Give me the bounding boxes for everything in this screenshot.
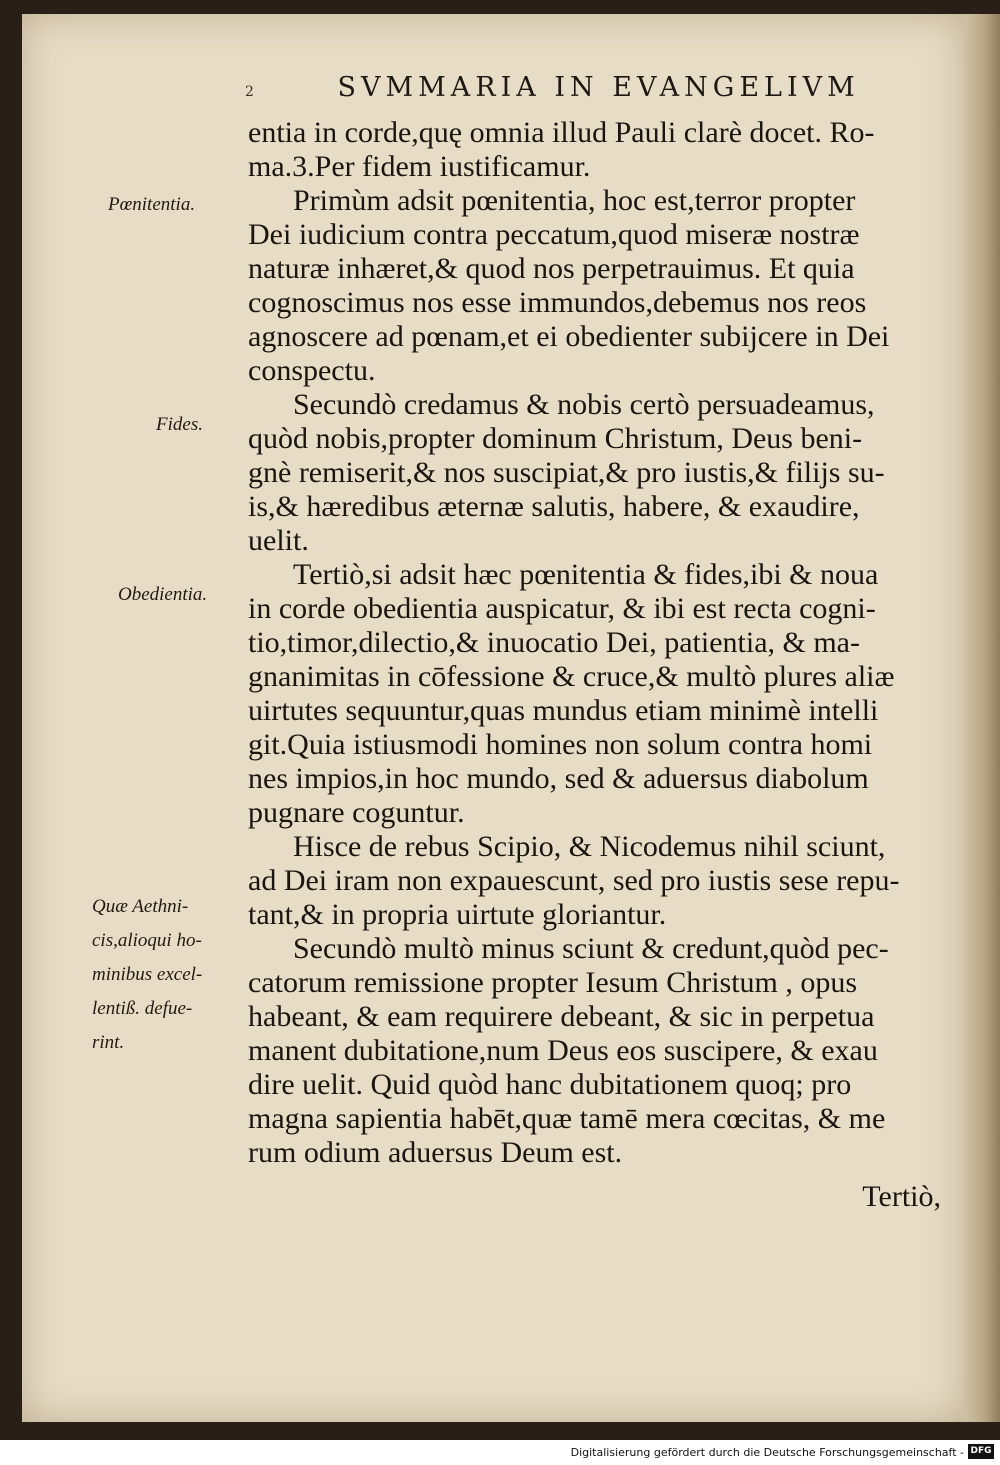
text-line: ad Dei iram non expauescunt, sed pro iustis sese repu- [248, 864, 900, 897]
margin-note-line: rint. [92, 1032, 125, 1053]
text-line: quòd nobis,propter dominum Christum, Deus beni- [248, 422, 863, 455]
margin-note-line: cis,alioqui ho- [92, 930, 202, 951]
text-line: naturæ inhæret,& quod nos perpetrauimus. Et quia [248, 252, 855, 285]
text-line: Secundò multò minus sciunt & credunt,quòd pec- [293, 932, 889, 965]
text-line: tant,& in propria uirtute gloriantur. [248, 898, 667, 931]
text-line: Primùm adsit pœnitentia, hoc est,terror propter [293, 184, 856, 217]
margin-note-obedientia: Obedientia. [118, 584, 208, 605]
running-title: SVMMARIA IN EVANGELIVM [337, 72, 860, 103]
margin-note-line: lentiß. defue- [92, 998, 193, 1019]
text-line: entia in corde,quę omnia illud Pauli clarè docet. Ro- [248, 116, 875, 149]
text-line: is,& hæredibus æternæ salutis, habere, & exaudire, [248, 490, 860, 523]
catchword: Tertiò, [862, 1180, 941, 1213]
text-line: pugnare coguntur. [248, 796, 465, 829]
page-gutter-edge [964, 14, 1000, 1422]
text-line: gnè remiserit,& nos suscipiat,& pro iustis,& filijs su- [248, 456, 885, 489]
margin-note-line: minibus excel- [92, 964, 203, 985]
text-line: Secundò credamus & nobis certò persuadeamus, [293, 388, 875, 421]
text-line: agnoscere ad pœnam,et ei obedienter subijcere in Dei [248, 320, 890, 353]
text-line: catorum remissione propter Iesum Christum , opus [248, 966, 858, 999]
margin-note-line: Quæ Aethni- [92, 896, 189, 917]
text-line: cognoscimus nos esse immundos,debemus nos reos [248, 286, 867, 319]
text-line: tio,timor,dilectio,& inuocatio Dei, patientia, & ma- [248, 626, 860, 659]
body-text [248, 116, 953, 1214]
margin-note-poenitentia: Pœnitentia. [108, 194, 196, 215]
page-marker: 2 [245, 84, 254, 100]
text-line: manent dubitatione,num Deus eos suscipere, & exau [248, 1034, 878, 1067]
digitization-credit: Digitalisierung gefördert durch die Deutsche Forschungsgemeinschaft - [570, 1446, 964, 1459]
text-line: dire uelit. Quid quòd hanc dubitationem quoq; pro [248, 1068, 852, 1101]
margin-note-fides: Fides. [156, 414, 203, 435]
text-line: Hisce de rebus Scipio, & Nicodemus nihil sciunt, [293, 830, 886, 863]
text-line: Dei iudicium contra peccatum,quod miseræ nostræ [248, 218, 860, 251]
text-line: magna sapientia habēt,quæ tamē mera cœcitas, & me [248, 1102, 886, 1135]
text-line: Tertiò,si adsit hæc pœnitentia & fides,ibi & noua [293, 558, 879, 591]
text-line: habeant, & eam requirere debeant, & sic in perpetua [248, 1000, 875, 1033]
text-line: git.Quia istiusmodi homines non solum contra homi [248, 728, 873, 761]
text-line: uelit. [248, 524, 309, 557]
text-line: ma.3.Per fidem iustificamur. [248, 150, 591, 183]
text-line: uirtutes sequuntur,quas mundus etiam minimè intelli [248, 694, 879, 727]
running-header [245, 72, 945, 103]
text-line: conspectu. [248, 354, 376, 387]
text-line: nes impios,in hoc mundo, sed & aduersus diabolum [248, 762, 869, 795]
text-line: rum odium aduersus Deum est. [248, 1136, 623, 1169]
text-line: in corde obedientia auspicatur, & ibi est recta cogni- [248, 592, 876, 625]
dfg-logo: DFG [968, 1444, 994, 1459]
text-line: gnanimitas in cōfessione & cruce,& multò plures aliæ [248, 660, 895, 693]
margin-note-ethnicis [92, 890, 242, 1060]
